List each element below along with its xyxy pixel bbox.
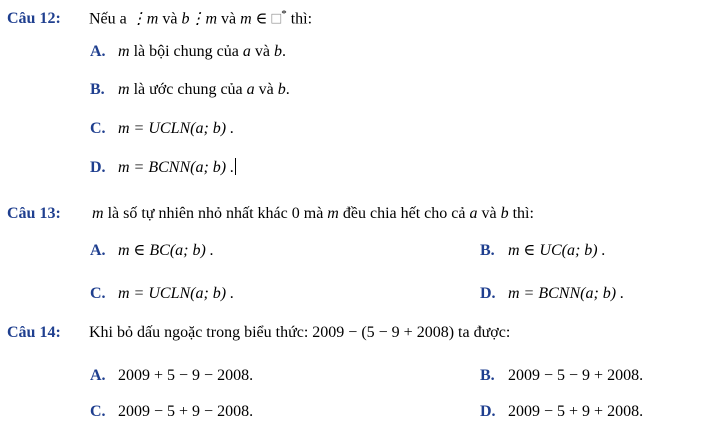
question-13-number: Câu 13: bbox=[7, 205, 61, 222]
option-math: 2009 − 5 − 9 + 2008. bbox=[508, 367, 644, 384]
option-math: 2009 + 5 − 9 − 2008. bbox=[118, 367, 254, 384]
text-cursor bbox=[235, 158, 236, 175]
option-label: B. bbox=[480, 367, 495, 384]
option-math: m ∈ UC(a; b) . bbox=[508, 242, 606, 259]
option-math: m = UCLN(a; b) . bbox=[118, 285, 235, 302]
question-14-stem: Câu 14: Khi bỏ dấu ngoặc trong biểu thức: 2009 − (5 − 9 + 2008) ta được: bbox=[7, 324, 511, 341]
option-math: m = BCNN(a; b) . bbox=[118, 159, 235, 176]
question-12-option-a: A. m là bội chung của a và b. bbox=[90, 43, 286, 60]
question-14-option-c bbox=[90, 402, 253, 422]
option-label: A. bbox=[90, 43, 106, 60]
option-label: A. bbox=[90, 367, 106, 384]
question-12-stem: Câu 12: Nếu a ⋮m và b⋮m và m ∈ □* thì: bbox=[7, 8, 313, 28]
option-label: C. bbox=[90, 120, 106, 137]
question-14-number: Câu 14: bbox=[7, 324, 61, 341]
missing-glyph-box: □ bbox=[271, 10, 282, 28]
question-13-option-c bbox=[90, 284, 234, 304]
question-13-option-b bbox=[480, 241, 606, 261]
option-label: C. bbox=[90, 285, 106, 302]
option-label: D. bbox=[480, 403, 496, 420]
option-math: 2009 − 5 + 9 + 2008. bbox=[508, 403, 644, 420]
option-label: C. bbox=[90, 403, 106, 420]
option-label: B. bbox=[480, 242, 495, 259]
question-14-option-b bbox=[480, 366, 643, 386]
question-14-option-d bbox=[480, 402, 643, 422]
question-12-option-d bbox=[90, 158, 236, 178]
question-12-option-b: B. m là ước chung của a và b. bbox=[90, 81, 290, 98]
option-label: D. bbox=[480, 285, 496, 302]
option-math: m = UCLN(a; b) . bbox=[118, 120, 235, 137]
option-label: B. bbox=[90, 81, 105, 98]
option-math: m = BCNN(a; b) . bbox=[508, 285, 625, 302]
question-13-option-a bbox=[90, 241, 214, 261]
question-12-option-c bbox=[90, 119, 234, 139]
expression: 2009 − (5 − 9 + 2008) bbox=[312, 324, 455, 341]
question-13-option-d bbox=[480, 284, 624, 304]
option-label: A. bbox=[90, 242, 106, 259]
option-math: 2009 − 5 + 9 − 2008. bbox=[118, 403, 254, 420]
question-12-number: Câu 12: bbox=[7, 10, 61, 28]
option-math: m ∈ BC(a; b) . bbox=[118, 242, 214, 259]
question-13-stem: Câu 13: m là số tự nhiên nhỏ nhất khác 0 mà m đều chia hết cho cả a và b thì: bbox=[7, 205, 534, 222]
question-14-option-a bbox=[90, 366, 253, 386]
option-label: D. bbox=[90, 159, 106, 176]
